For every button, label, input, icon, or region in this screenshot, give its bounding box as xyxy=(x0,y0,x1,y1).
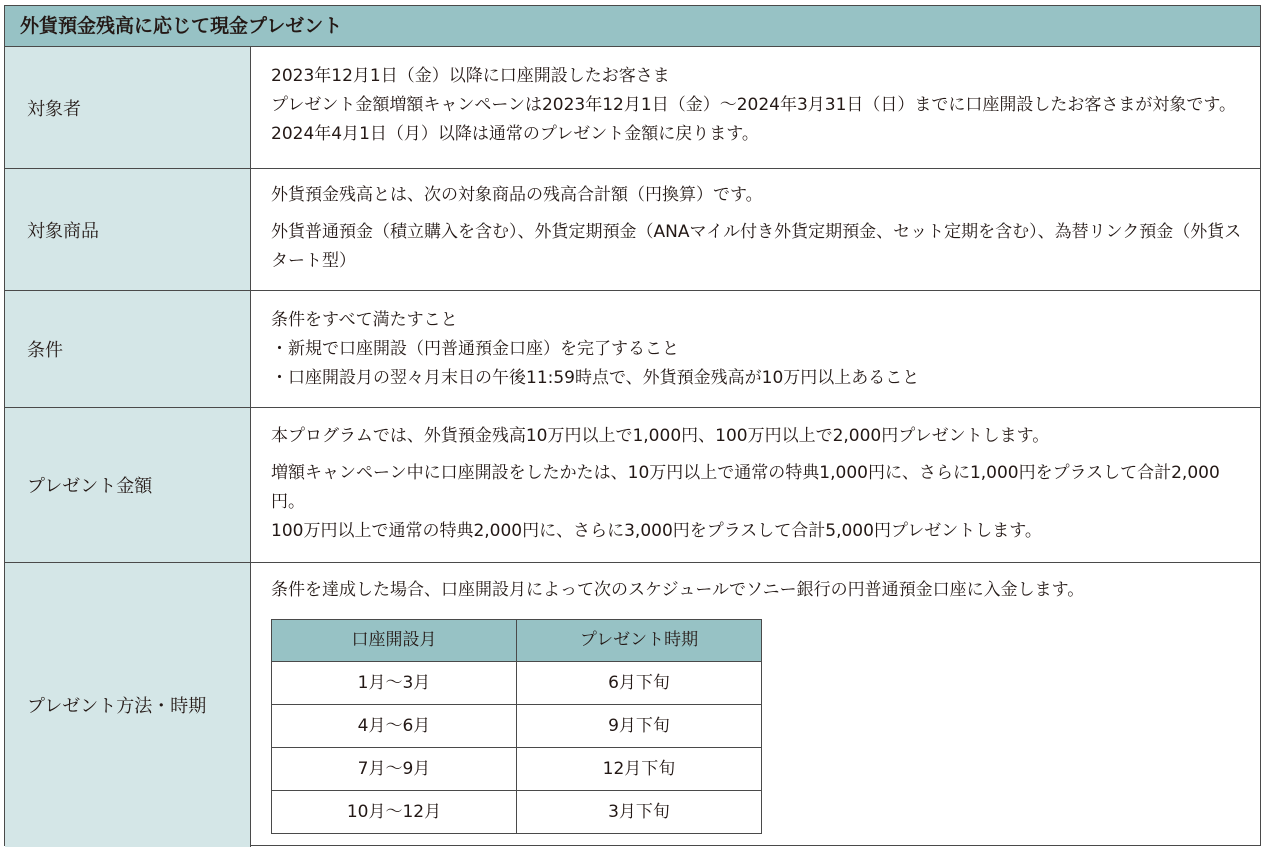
row-label: 対象商品 xyxy=(5,169,251,290)
schedule-cell: 3月下旬 xyxy=(517,791,762,834)
content-line: 条件を達成した場合、口座開設月によって次のスケジュールでソニー銀行の円普通預金口座に入金します。 xyxy=(271,580,1085,600)
table-row xyxy=(272,748,762,791)
schedule-cell: 10月～12月 xyxy=(272,791,517,834)
row-target-products xyxy=(5,169,1260,291)
content-line: 外貨普通預金（積立購入を含む）、外貨定期預金（ANAマイル付き外貨定期預金、セット定期を含む）、為替リンク預金（外貨スタート型） xyxy=(271,222,1242,271)
schedule-table xyxy=(271,619,762,834)
schedule-cell: 1月～3月 xyxy=(272,662,517,705)
row-present-amount xyxy=(5,408,1260,563)
table-row xyxy=(272,662,762,705)
schedule-header-cell: プレゼント時期 xyxy=(517,620,762,662)
content-line: ・口座開設月の翌々月末日の午後11:59時点で、外貨預金残高が10万円以上あること xyxy=(271,368,920,388)
schedule-header-cell: 口座開設月 xyxy=(272,620,517,662)
row-content xyxy=(271,169,1250,290)
schedule-header-row xyxy=(272,620,762,662)
table-row xyxy=(272,705,762,748)
row-content xyxy=(271,47,1250,168)
schedule-cell: 7月～9月 xyxy=(272,748,517,791)
content-line: 100万円以上で通常の特典2,000円に、さらに3,000円をプラスして合計5,000円プレゼントします。 xyxy=(271,521,1042,541)
schedule-cell: 4月～6月 xyxy=(272,705,517,748)
schedule-cell: 12月下旬 xyxy=(517,748,762,791)
content-line: 外貨預金残高とは、次の対象商品の残高合計額（円換算）です。 xyxy=(271,185,763,205)
campaign-table xyxy=(4,5,1261,846)
row-label: 条件 xyxy=(5,291,251,407)
row-label: プレゼント方法・時期 xyxy=(5,563,251,847)
row-content xyxy=(271,563,1250,847)
schedule-cell: 6月下旬 xyxy=(517,662,762,705)
table-row xyxy=(272,791,762,834)
content-line: 本プログラムでは、外貨預金残高10万円以上で1,000円、100万円以上で2,000円プレゼントします。 xyxy=(271,426,1050,446)
content-line: 2023年12月1日（金）以降に口座開設したお客さま xyxy=(271,66,670,86)
row-label: プレゼント金額 xyxy=(5,408,251,562)
content-line: 条件をすべて満たすこと xyxy=(271,310,458,330)
content-line: ・新規で口座開設（円普通預金口座）を完了すること xyxy=(271,339,679,359)
row-label: 対象者 xyxy=(5,47,251,168)
row-content xyxy=(271,291,1250,407)
content-line: 増額キャンペーン中に口座開設をしたかたは、10万円以上で通常の特典1,000円に、さらに1,000円をプラスして合計2,000円。 xyxy=(271,463,1220,512)
row-content xyxy=(271,408,1250,562)
row-target-customers xyxy=(5,47,1260,169)
content-line: プレゼント金額増額キャンペーンは2023年12月1日（金）～2024年3月31日（日）までに口座開設したお客さまが対象です。2024年4月1日（月）以降は通常のプレゼント金額に戻ります。 xyxy=(271,95,1237,144)
row-conditions xyxy=(5,291,1260,408)
row-present-schedule xyxy=(5,563,1260,847)
table-title: 外貨預金残高に応じて現金プレゼント xyxy=(5,6,1260,47)
schedule-cell: 9月下旬 xyxy=(517,705,762,748)
